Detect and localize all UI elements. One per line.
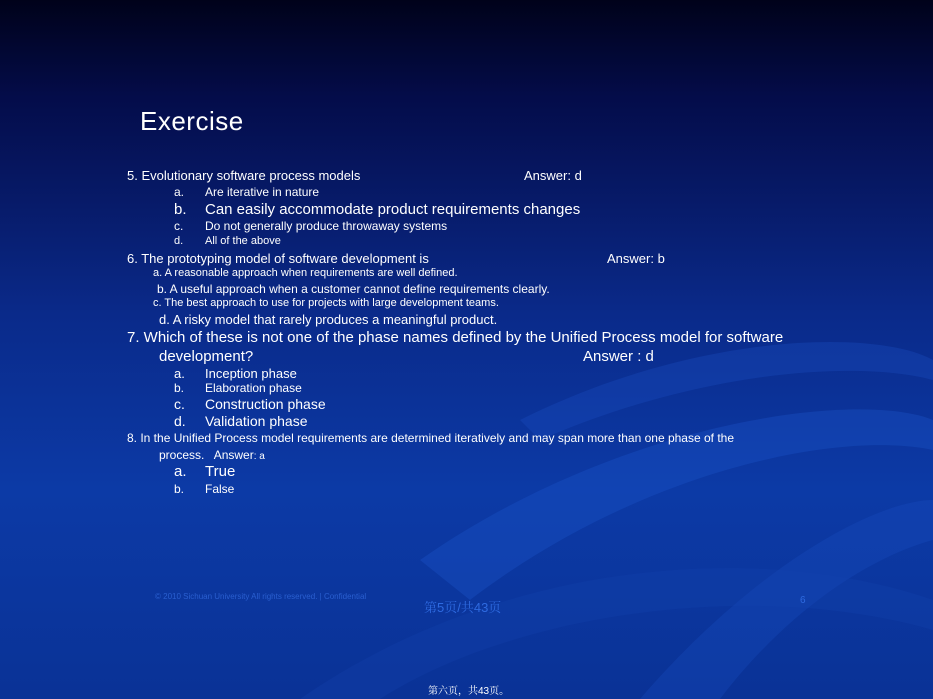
q5-option-letter: a. xyxy=(174,185,185,199)
q8-option-text: True xyxy=(205,463,236,480)
question-7-line2: development? xyxy=(159,348,254,365)
page-number: 6 xyxy=(800,595,806,606)
q8-option-text: False xyxy=(205,482,235,496)
q5-option-letter: c. xyxy=(174,219,184,233)
q5-option-letter: b. xyxy=(174,201,187,218)
q7-option-letter: d. xyxy=(174,413,186,429)
answer-6: Answer: b xyxy=(607,251,665,266)
copyright-notice: © 2010 Sichuan University All rights reserved. | Confidential xyxy=(155,592,367,601)
answer-7: Answer : d xyxy=(583,348,654,365)
q7-option-text: Construction phase xyxy=(205,396,326,412)
q7-option-text: Validation phase xyxy=(205,413,308,429)
question-7-line1: 7. Which of these is not one of the phase names defined by the Unified Process model for software xyxy=(127,329,784,346)
answer-5: Answer: d xyxy=(524,168,582,183)
q6-option: c. The best approach to use for projects with large development teams. xyxy=(153,297,499,309)
slide-title: Exercise xyxy=(140,106,244,136)
question-6: 6. The prototyping model of software development is xyxy=(127,251,429,266)
q7-option-text: Inception phase xyxy=(205,366,297,381)
q5-option-text: All of the above xyxy=(205,235,281,247)
q5-option-text: Can easily accommodate product requirements changes xyxy=(205,201,581,218)
q8-option-letter: b. xyxy=(174,482,185,496)
q5-option-text: Are iterative in nature xyxy=(205,185,320,199)
q7-option-text: Elaboration phase xyxy=(205,381,302,395)
page-indicator: 第5页/共43页 xyxy=(424,600,502,615)
q7-option-letter: b. xyxy=(174,381,185,395)
q6-option: d. A risky model that rarely produces a meaningful product. xyxy=(159,312,498,327)
q6-option: a. A reasonable approach when requirements are well defined. xyxy=(153,267,458,279)
q7-option-letter: a. xyxy=(174,366,185,381)
question-5: 5. Evolutionary software process models xyxy=(127,168,361,183)
q5-option-text: Do not generally produce throwaway systems xyxy=(205,219,448,233)
q8-option-letter: a. xyxy=(174,463,187,480)
question-8-line2: process. Answer: a xyxy=(159,448,265,462)
q6-option: b. A useful approach when a customer cannot define requirements clearly. xyxy=(157,282,550,296)
q7-option-letter: c. xyxy=(174,396,185,412)
bottom-page-note: 第六页，共43页。 xyxy=(428,686,510,697)
question-8-line1: 8. In the Unified Process model requirements are determined iteratively and may span more than one phase of the xyxy=(127,431,735,445)
q5-option-letter: d. xyxy=(174,235,184,247)
